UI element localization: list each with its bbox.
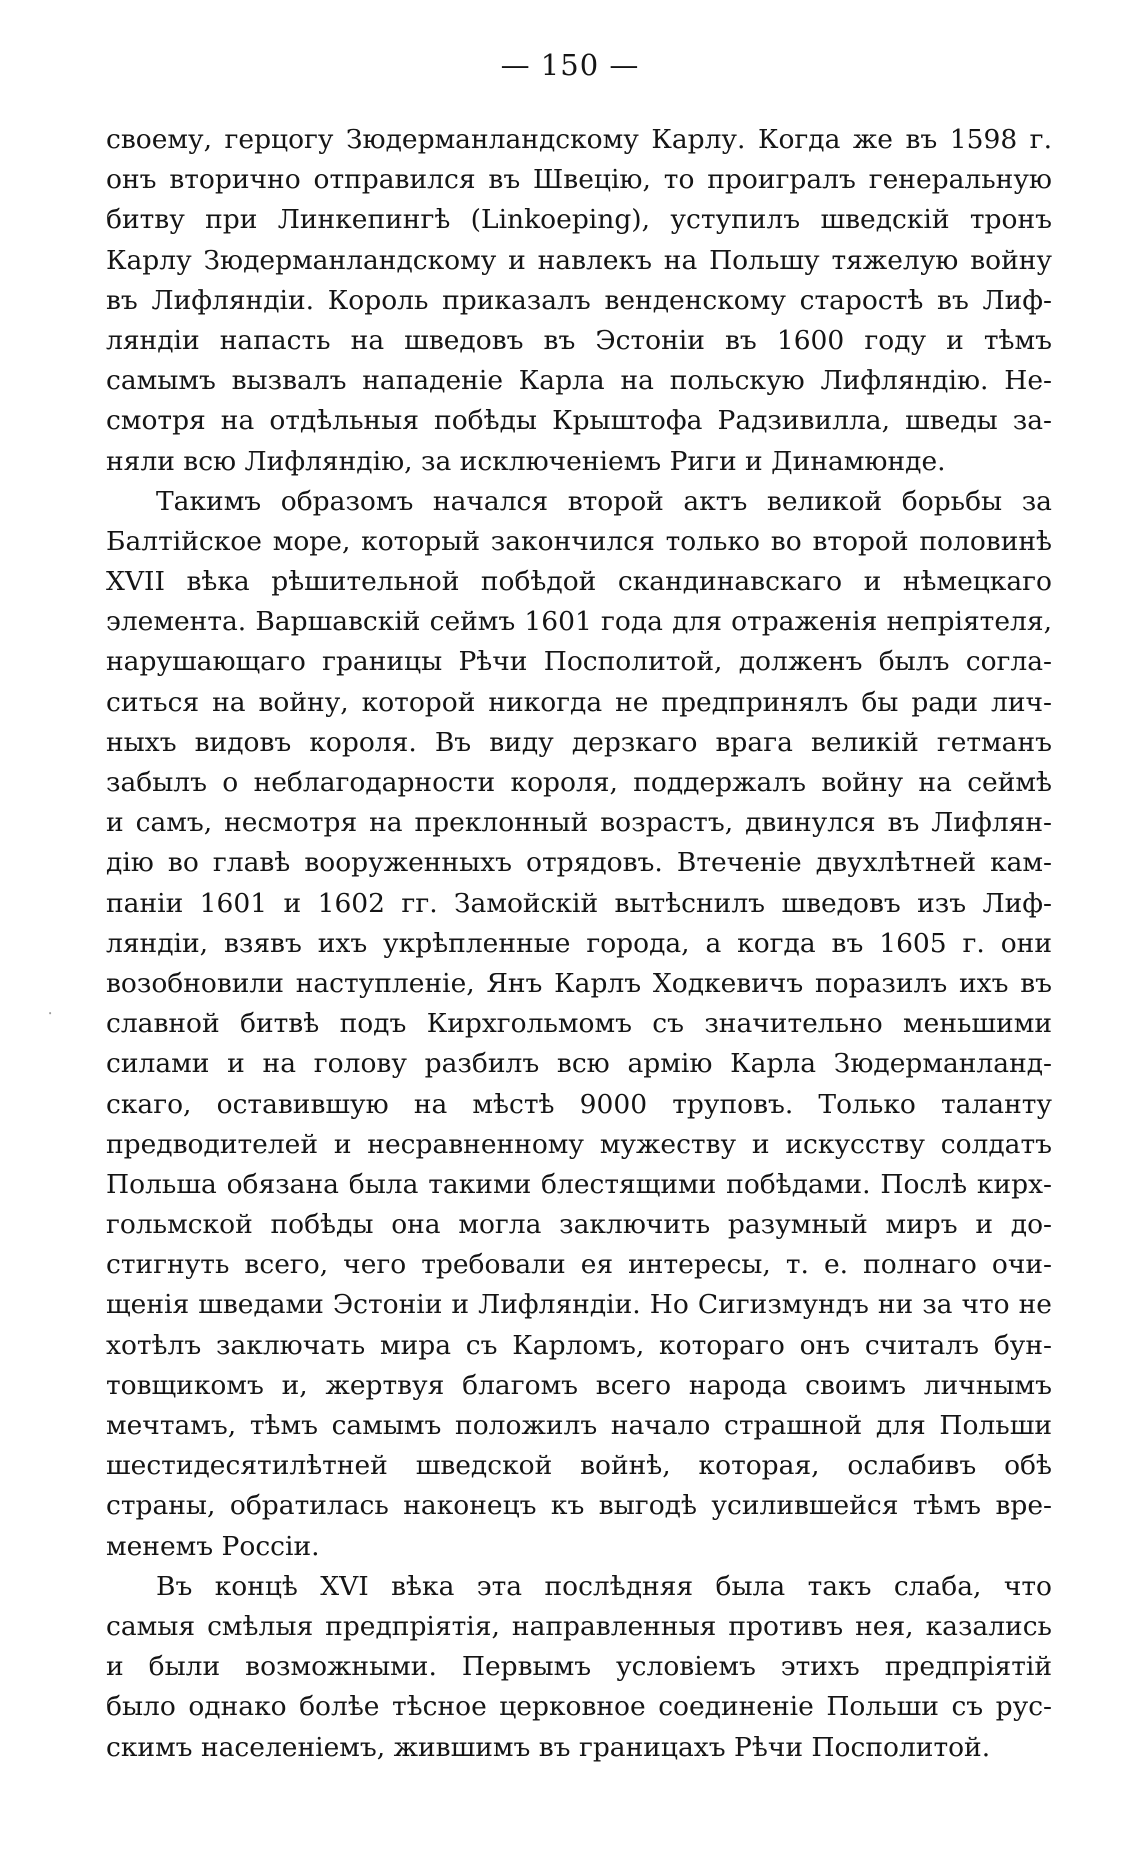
- body-text: [106, 120, 1052, 1768]
- paragraph-1: [106, 120, 1052, 482]
- text-line: ныхъ видовъ короля. Въ виду дерзкаго врага великій гетманъ: [106, 726, 1052, 758]
- text-line: мечтамъ, тѣмъ самымъ положилъ начало страшной для Польши: [106, 1410, 1052, 1441]
- text-line: дію во главѣ вооруженныхъ отрядовъ. Втеченіе двухлѣтней кам-: [106, 847, 1052, 879]
- text-line: Балтійское море, который закончился только во второй половинѣ: [106, 525, 1052, 557]
- text-line: самымъ вызвалъ нападеніе Карла на польскую Лифляндію. Не-: [106, 365, 1052, 397]
- text-line: славной битвѣ подъ Кирхгольмомъ съ значительно меньшими: [106, 1008, 1052, 1040]
- text-line: своему, герцогу Зюдерманландскому Карлу. Когда же въ 1598 г.: [106, 124, 1052, 155]
- text-line: Такимъ образомъ начался второй актъ великой борьбы за: [156, 485, 1052, 517]
- text-line: хотѣлъ заключать мира съ Карломъ, котораго онъ считалъ бун-: [106, 1329, 1052, 1361]
- text-line: силами и на голову разбилъ всю армію Карла Зюдерманланд-: [106, 1048, 1052, 1080]
- text-line: шестидесятилѣтней шведской войнѣ, которая, ослабивъ обѣ: [106, 1450, 1052, 1482]
- text-line: паніи 1601 и 1602 гг. Замойскій вытѣснилъ шведовъ изъ Лиф-: [106, 887, 1052, 919]
- page-number: — 150 —: [500, 48, 640, 82]
- text-line: забылъ о неблагодарности короля, поддержалъ войну на сеймѣ: [106, 767, 1052, 798]
- text-line: щенія шведами Эстоніи и Лифляндіи. Но Сигизмундъ ни за что не: [106, 1289, 1052, 1321]
- text-line: въ Лифляндіи. Король приказалъ венденскому старостѣ въ Лиф-: [106, 284, 1052, 316]
- text-line: битву при Линкепингѣ (Linkoeping), уступилъ шведскій тронъ: [106, 204, 1052, 236]
- text-line: Въ концѣ XVI вѣка эта послѣдняя была такъ слаба, что: [156, 1570, 1052, 1602]
- text-line: возобновили наступленіе, Янъ Карлъ Ходкевичъ поразилъ ихъ въ: [106, 967, 1052, 999]
- text-line: Польша обязана была такими блестящими побѣдами. Послѣ кирх-: [106, 1168, 1052, 1200]
- text-line: гольмской побѣды она могла заключить разумный миръ и до-: [106, 1209, 1052, 1241]
- text-line: самыя смѣлыя предпріятія, направленныя противъ нея, казались: [106, 1610, 1052, 1642]
- text-line: нарушающаго границы Рѣчи Посполитой, долженъ былъ согла-: [106, 646, 1052, 678]
- text-line: няли всю Лифляндію, за исключеніемъ Риги и Динамюнде.: [106, 445, 946, 477]
- text-line: скаго, оставившую на мѣстѣ 9000 труповъ. Только таланту: [106, 1088, 1052, 1120]
- paragraph-2: [106, 482, 1052, 1567]
- text-line: элемента. Варшавскій сеймъ 1601 года для отраженія непріятеля,: [106, 606, 1052, 638]
- paragraph-3: [106, 1567, 1052, 1768]
- text-line: и самъ, несмотря на преклонный возрастъ, двинулся въ Лифлян-: [106, 807, 1052, 839]
- text-line: XVII вѣка рѣшительной побѣдой скандинавскаго и нѣмецкаго: [106, 566, 1052, 598]
- text-line: Карлу Зюдерманландскому и навлекъ на Польшу тяжелую войну: [106, 244, 1052, 276]
- text-line: ситься на войну, которой никогда не предпринялъ бы ради лич-: [106, 686, 1052, 718]
- text-line: товщикомъ и, жертвуя благомъ всего народа своимъ личнымъ: [106, 1369, 1052, 1401]
- margin-speck: ⸱: [48, 1004, 53, 1023]
- text-line: менемъ Россіи.: [106, 1530, 320, 1562]
- text-line: онъ вторично отправился въ Швецію, то проигралъ генеральную: [106, 164, 1052, 196]
- text-line: ляндіи напасть на шведовъ въ Эстоніи въ 1600 году и тѣмъ: [106, 324, 1052, 356]
- text-line: скимъ населеніемъ, жившимъ въ границахъ Рѣчи Посполитой.: [106, 1731, 991, 1763]
- text-line: страны, обратилась наконецъ къ выгодѣ усилившейся тѣмъ вре-: [106, 1490, 1052, 1522]
- text-line: ляндіи, взявъ ихъ укрѣпленные города, а когда въ 1605 г. они: [106, 927, 1052, 959]
- text-line: смотря на отдѣльныя побѣды Крыштофа Радзивилла, шведы за-: [106, 405, 1052, 437]
- text-line: и были возможными. Первымъ условіемъ этихъ предпріятій: [106, 1651, 1052, 1683]
- text-line: было однако болѣе тѣсное церковное соединеніе Польши съ рус-: [106, 1691, 1052, 1723]
- text-line: стигнуть всего, чего требовали ея интересы, т. е. полнаго очи-: [106, 1249, 1052, 1281]
- text-line: предводителей и несравненному мужеству и искусству солдатъ: [106, 1128, 1052, 1160]
